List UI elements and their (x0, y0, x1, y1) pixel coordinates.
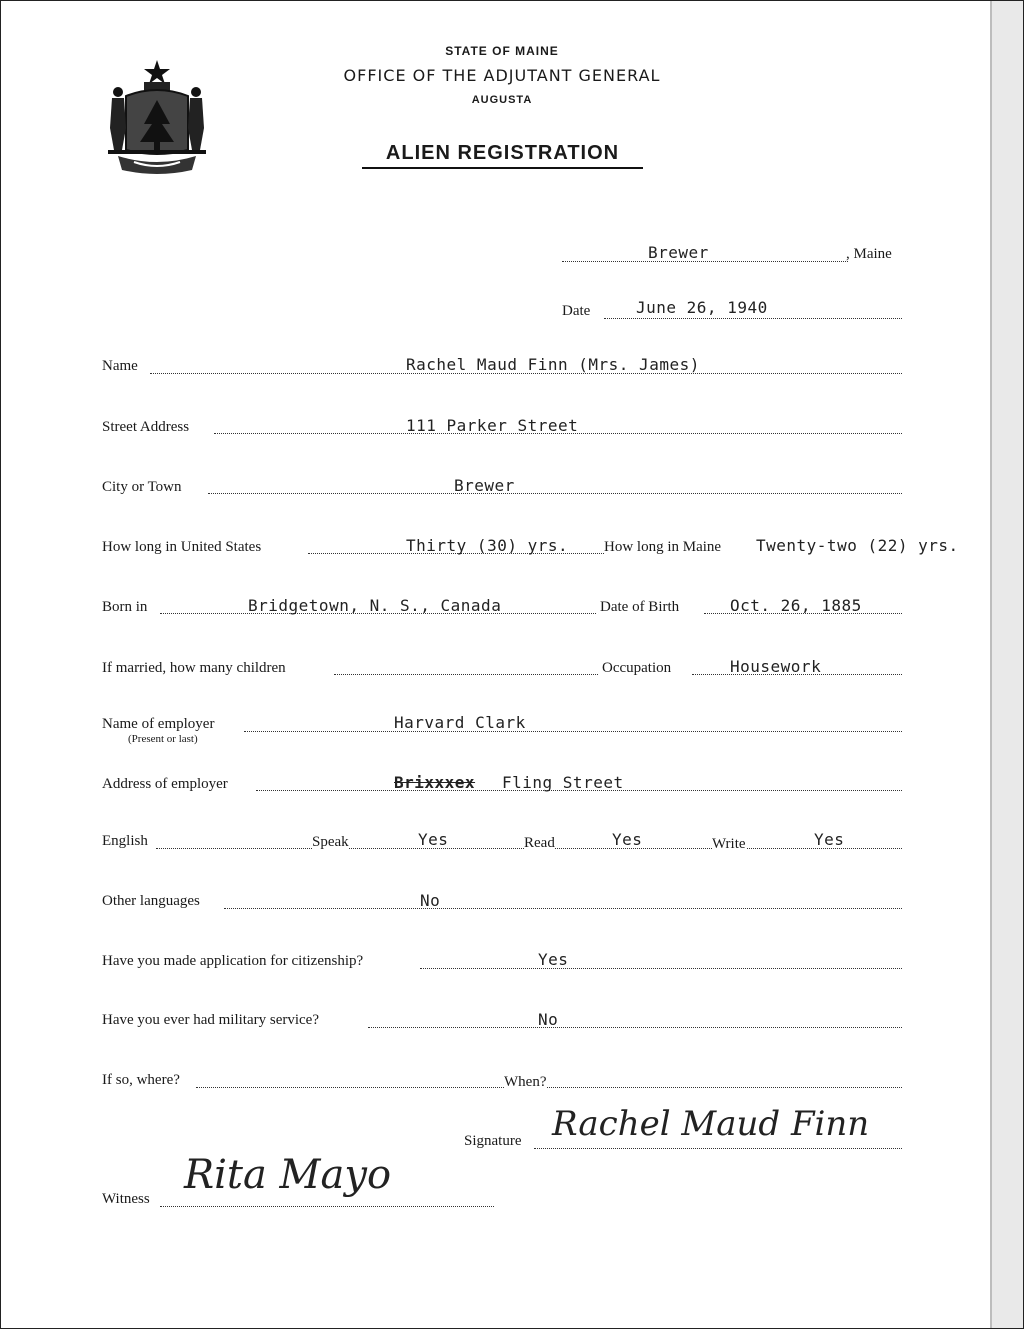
dob-value: Oct. 26, 1885 (730, 596, 862, 615)
where-line (196, 1087, 902, 1088)
dob-label: Date of Birth (600, 599, 680, 615)
citizenship-value: Yes (538, 950, 569, 969)
occupation-label: Occupation (602, 660, 672, 676)
employer-value: Harvard Clark (394, 713, 526, 732)
speak-label: Speak (312, 834, 349, 850)
witness-line (160, 1206, 494, 1207)
city-heading: AUGUSTA (471, 94, 533, 106)
witness-label: Witness (102, 1191, 150, 1207)
military-value: No (538, 1010, 559, 1029)
occupation-value: Housework (730, 657, 822, 676)
other-languages-value: No (420, 891, 441, 910)
write-value: Yes (814, 830, 845, 849)
city-label: City or Town (102, 479, 182, 495)
employer-address-struck: Brixxxex (394, 773, 476, 792)
where-label: If so, where? (102, 1072, 180, 1088)
name-label: Name (102, 358, 138, 374)
read-value: Yes (612, 830, 643, 849)
signature-value: Rachel Maud Finn (552, 1104, 870, 1144)
city-value: Brewer (454, 476, 515, 495)
form-title: ALIEN REGISTRATION (362, 142, 643, 169)
signature-line (534, 1148, 902, 1149)
office-heading: OFFICE OF THE ADJUTANT GENERAL (343, 66, 661, 85)
military-label: Have you ever had military service? (102, 1012, 319, 1028)
employer-address-label: Address of employer (102, 776, 228, 792)
citizenship-label: Have you made application for citizenship? (102, 953, 364, 969)
date-line (604, 318, 902, 319)
us-time-label: How long in United States (102, 539, 262, 555)
place-suffix: , Maine (846, 246, 892, 262)
born-label: Born in (102, 599, 148, 615)
maine-time-label: How long in Maine (604, 539, 722, 555)
when-label: When? (504, 1074, 547, 1090)
speak-value: Yes (418, 830, 449, 849)
military-line (368, 1027, 902, 1028)
born-value: Bridgetown, N. S., Canada (248, 596, 502, 615)
employer-address-value: Fling Street (502, 773, 624, 792)
employer-sublabel: (Present or last) (128, 733, 198, 745)
city-line (208, 493, 902, 494)
read-label: Read (524, 835, 555, 851)
name-value: Rachel Maud Finn (Mrs. James) (406, 355, 700, 374)
english-label: English (102, 833, 148, 849)
employer-line (244, 731, 902, 732)
maine-time-value: Twenty-two (22) yrs. (756, 536, 959, 555)
write-label: Write (712, 836, 746, 852)
children-label: If married, how many children (102, 660, 286, 676)
citizenship-line (420, 968, 902, 969)
date-value: June 26, 1940 (636, 298, 768, 317)
witness-value: Rita Mayo (184, 1152, 392, 1198)
street-label: Street Address (102, 419, 190, 435)
state-heading: STATE OF MAINE (445, 44, 559, 58)
street-value: 111 Parker Street (406, 416, 579, 435)
other-languages-label: Other languages (102, 893, 200, 909)
place-value: Brewer (648, 243, 709, 262)
signature-label: Signature (464, 1133, 522, 1149)
date-label: Date (562, 303, 591, 319)
employer-label: Name of employer (102, 716, 215, 732)
children-line (334, 674, 598, 675)
other-languages-line (224, 908, 902, 909)
us-time-value: Thirty (30) yrs. (406, 536, 569, 555)
